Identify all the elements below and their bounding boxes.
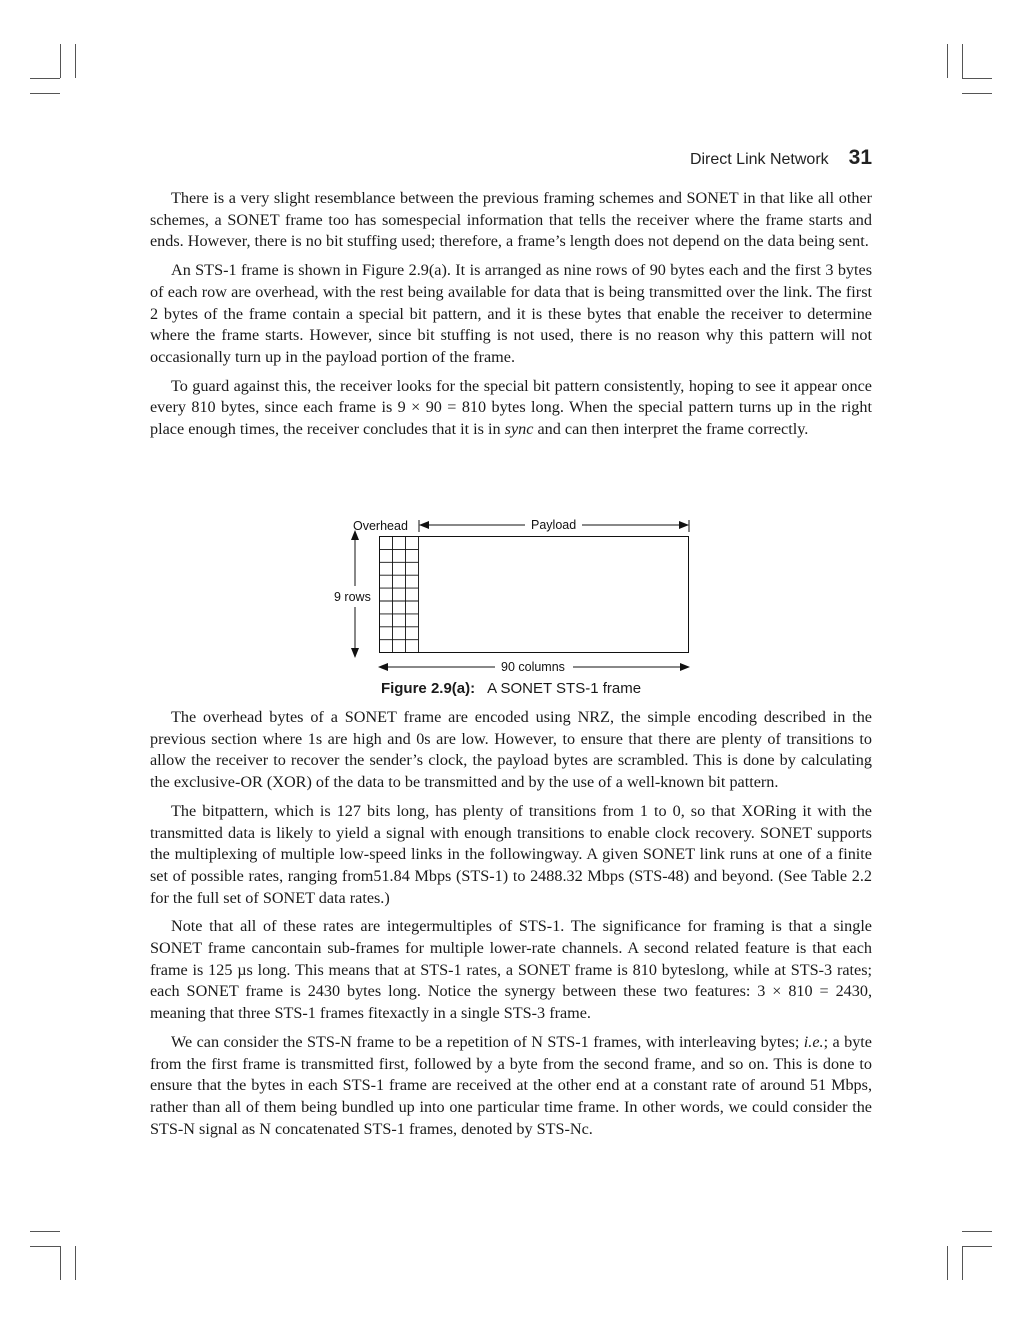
figure-caption-text: A SONET STS-1 frame: [487, 680, 642, 697]
body-text-bottom: [150, 707, 872, 1147]
paragraph: Note that all of these rates are integermultiples of STS-1. The significance for framing is that a single SONET frame cancontain sub-frames for multiple lower-rate channels. A second related feature is that each frame is 125 µs long. This means that at STS-1 rates, a SONET frame is 810 byteslong, while at STS-3 rates; each SONET frame is 2430 bytes long. Notice the synergy between these two features: 3 × 810 = 2430, meaning that three STS-1 frames fitexactly in a single STS-3 frame.: [150, 917, 872, 1023]
body-text-top: [150, 188, 872, 448]
paragraph: To guard against this, the receiver looks for the special bit pattern consistently, hoping to see it appear once every 810 bytes, since each frame is 9 × 90 = 810 bytes long. When the special pattern turns up in the right place enough times, the receiver concludes that it is in sync and can then interpret the frame correctly.: [150, 376, 872, 439]
sts1-frame-diagram: [150, 512, 872, 677]
frame-rectangle: [380, 537, 689, 653]
running-title: Direct Link Network: [689, 151, 829, 168]
overhead-grid: [380, 537, 419, 653]
page-header: [690, 146, 872, 170]
figure-caption-label: Figure 2.9(a):: [380, 680, 476, 697]
paragraph: An STS-1 frame is shown in Figure 2.9(a). It is arranged as nine rows of 90 bytes each and the first 3 bytes of each row are overhead, with the rest being available for data that is being transmitted over the link. The first 2 bytes of the frame contain a special bit pattern, and it is these bytes that enable the receiver to determine where the frame starts. However, since bit stuffing is not used, there is no reason why this pattern will not occasionally turn up in the payload portion of the frame.: [150, 261, 872, 366]
rows-label: 9 rows: [334, 590, 371, 604]
columns-label: 90 columns: [501, 660, 565, 674]
paragraph: The bitpattern, which is 127 bits long, has plenty of transitions from 1 to 0, so that XORing it with the transmitted data is likely to yield a signal with enough transitions to enable clock recovery. SONET supports the multiplexing of multiple low-speed links in the followingway. A given SONET link runs at one of a finite set of possible rates, ranging from51.84 Mbps (STS-1) to 2488.32 Mbps (STS-48) and beyond. (See Table 2.2 for the full set of SONET data rates.): [150, 801, 872, 907]
paragraph: We can consider the STS-N frame to be a repetition of N STS-1 frames, with interleaving bytes; i.e.; a byte from the first frame is transmitted first, followed by a byte from the second frame, and so on. This is done to ensure that the bytes in each STS-1 frame are received at the other end at a constant rate of around 51 Mbps, rather than all of them being bundled up into one particular time frame. In other words, we could consider the STS-N signal as N concatenated STS-1 frames, denoted by STS-Nc.: [150, 1032, 872, 1138]
paragraph: There is a very slight resemblance between the previous framing schemes and SONET in that like all other schemes, a SONET frame too has somespecial information that tells the receiver where the frame starts and ends. However, there is no bit stuffing used; therefore, a frame’s length does not depend on the data being sent.: [150, 189, 872, 251]
page-number: 31: [848, 146, 872, 169]
figure-sts1-frame: [150, 512, 872, 702]
overhead-label: Overhead: [353, 519, 408, 533]
paragraph: The overhead bytes of a SONET frame are encoded using NRZ, the simple encoding described in the previous section where 1s are high and 0s are low. However, to ensure that there are plenty of transitions to allow the receiver to recover the sender’s clock, the payload bytes are scrambled. This is done by calculating the exclusive-OR (XOR) of the data to be transmitted and by the use of a well-known bit pattern.: [150, 708, 872, 792]
payload-label: Payload: [531, 518, 577, 532]
figure-caption: [150, 680, 872, 697]
